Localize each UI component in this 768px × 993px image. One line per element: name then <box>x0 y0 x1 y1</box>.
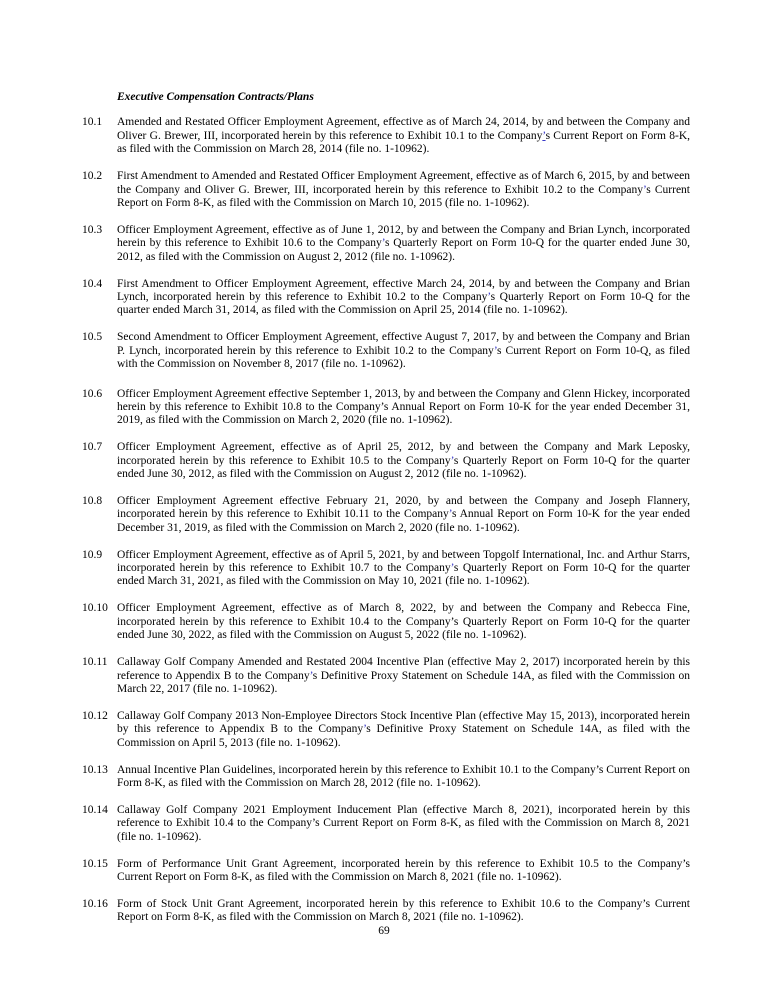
exhibit-number: 10.7 <box>82 441 103 454</box>
exhibit-text: Callaway Golf Company 2021 Employment Inducement Plan (effective March 8, 2021), incorporated herein by this reference to Exhibit 10.4 to the Company’s Current Report on Form 8-K, as filed with the Commission on March 8, 2021 (file no. 1-10962). <box>117 803 690 843</box>
exhibit-item <box>82 495 690 535</box>
exhibit-text: Officer Employment Agreement effective September 1, 2013, by and between the Company and Glenn Hickey, incorporated herein by this reference to Exhibit 10.8 to the Company’s Annual Report on Form 10-K for the year ended December 31, 2019, as filed with the Commission on March 2, 2020 (file no. 1-10962). <box>117 387 691 427</box>
inserted-apostrophe: ’ <box>381 237 385 250</box>
inserted-apostrophe: ’ <box>448 508 452 521</box>
exhibit-text: First Amendment to Amended and Restated Officer Employment Agreement, effective as of March 6, 2015, by and between the Company and Oliver G. Brewer, III, incorporated herein by this reference to Exhibit 10.2 to the Company’s Current Report on Form 8-K, as filed with the Commission on March 10, 2015 (file no. 1-10962). <box>117 170 691 209</box>
exhibit-item <box>82 804 690 844</box>
exhibit-number: 10.5 <box>82 331 103 344</box>
exhibit-item <box>82 858 690 885</box>
inserted-apostrophe: ’ <box>450 562 454 575</box>
inserted-apostrophe: ’ <box>643 183 647 196</box>
exhibit-item <box>82 549 690 589</box>
exhibit-item <box>82 764 690 791</box>
section-heading: Executive Compensation Contracts/Plans <box>117 91 314 103</box>
exhibit-text: Form of Stock Unit Grant Agreement, incorporated herein by this reference to Exhibit 10.6 to the Company’s Current Report on Form 8-K, as filed with the Commission on March 8, 2021 (file no. 1-10962). <box>117 897 690 924</box>
inserted-apostrophe: ’ <box>542 129 546 142</box>
exhibit-text: Callaway Golf Company 2013 Non-Employee Directors Stock Incentive Plan (effective May 15, 2013), incorporated herein by this reference to Appendix B to the Company’s Definitive Proxy Statement on Schedule 14A, as filed with the Commission on April 5, 2013 (file no. 1-10962). <box>117 709 690 749</box>
exhibit-number: 10.6 <box>82 387 103 400</box>
exhibit-text: Amended and Restated Officer Employment Agreement, effective as of March 24, 2014, by and between the Company and Oliver G. Brewer, III, incorporated herein by this reference to Exhibit 10.1 to the Company’s Current Report on Form 8-K, as filed with the Commission on March 28, 2014 (file no. 1-10962). <box>117 116 691 156</box>
exhibit-number: 10.10 <box>82 602 108 615</box>
inserted-apostrophe: ’ <box>487 290 491 303</box>
exhibit-text: Form of Performance Unit Grant Agreement, incorporated herein by this reference to Exhibit 10.5 to the Company’s Current Report on Form 8-K, as filed with the Commission on March 8, 2021 (file no. 1-10962). <box>117 857 690 883</box>
exhibit-text: Officer Employment Agreement, effective as of April 25, 2012, by and between the Company and Mark Leposky, incorporated herein by this reference to Exhibit 10.5 to the Company’s Quarterly Report on Form 10-Q for the quarter ended June 30, 2012, as filed with the Commission on August 2, 2012 (file no. 1-10962). <box>117 441 690 481</box>
exhibit-item <box>82 441 690 481</box>
exhibit-number: 10.9 <box>82 548 103 561</box>
exhibit-number: 10.4 <box>82 277 103 290</box>
exhibit-item <box>82 170 690 210</box>
exhibit-text: Annual Incentive Plan Guidelines, incorporated herein by this reference to Exhibit 10.1 to the Company’s Current Report on Form 8-K, as filed with the Commission on March 28, 2012 (file no. 1-10962). <box>117 763 690 789</box>
exhibit-item <box>82 116 690 156</box>
exhibit-number: 10.11 <box>82 656 108 669</box>
exhibit-text: Officer Employment Agreement effective February 21, 2020, by and between the Company and Joseph Flannery, incorporated herein by this reference to Exhibit 10.11 to the Company’s Annual Report on Form 10-K for the year ended December 31, 2019, as filed with the Commission on March 2, 2020 (file no. 1-10962). <box>117 494 690 534</box>
exhibit-number: 10.8 <box>82 494 103 507</box>
inserted-apostrophe: ’ <box>450 454 454 467</box>
exhibit-item <box>82 224 690 264</box>
exhibit-number: 10.2 <box>82 170 103 183</box>
exhibit-number: 10.3 <box>82 223 103 236</box>
exhibit-item <box>82 331 690 371</box>
exhibit-number: 10.16 <box>82 897 108 910</box>
exhibit-text: Second Amendment to Officer Employment Agreement, effective August 7, 2017, by and between the Company and Brian P. Lynch, incorporated herein by this reference to Exhibit 10.2 to the Company’s Current Report on Form 10-Q, as filed with the Commission on November 8, 2017 (file no. 1-10962). <box>117 331 690 371</box>
exhibit-item <box>82 656 690 696</box>
exhibit-number: 10.14 <box>82 803 108 816</box>
inserted-apostrophe: ’ <box>309 669 313 682</box>
page-number: 69 <box>378 925 390 937</box>
exhibit-item <box>82 710 690 750</box>
inserted-apostrophe: ’ <box>363 723 367 736</box>
exhibit-text: Callaway Golf Company Amended and Restated 2004 Incentive Plan (effective May 2, 2017) incorporated herein by this reference to Appendix B to the Company’s Definitive Proxy Statement on Schedule 14A, as filed with the Commission on March 22, 2017 (file no. 1-10962). <box>117 656 690 695</box>
exhibit-item <box>82 898 690 925</box>
exhibit-number: 10.1 <box>82 116 103 129</box>
inserted-apostrophe: ’ <box>493 344 498 357</box>
exhibit-text: Officer Employment Agreement, effective as of June 1, 2012, by and between the Company and Brian Lynch, incorporated herein by this reference to Exhibit 10.6 to the Company’s Quarterly Report on Form 10-Q for the quarter ended June 30, 2012, as filed with the Commission on August 2, 2012 (file no. 1-10962). <box>117 223 690 263</box>
document-content <box>82 91 690 938</box>
exhibit-list <box>82 116 690 924</box>
exhibit-text: Officer Employment Agreement, effective as of April 5, 2021, by and between Topgolf International, Inc. and Arthur Starrs, incorporated herein by this reference to Exhibit 10.7 to the Company’s Quarterly Report on Form 10-Q for the quarter ended March 31, 2021, as filed with the Commission on May 10, 2021 (file no. 1-10962). <box>117 548 690 588</box>
exhibit-number: 10.12 <box>82 709 108 722</box>
exhibit-number: 10.13 <box>82 763 108 776</box>
exhibit-text: First Amendment to Officer Employment Agreement, effective March 24, 2014, by and between the Company and Brian Lynch, incorporated herein by this reference to Exhibit 10.2 to the Company’s Quarterly Report on Form 10-Q for the quarter ended March 31, 2014, as filed with the Commission on April 25, 2014 (file no. 1-10962). <box>117 277 690 317</box>
exhibit-item <box>82 278 690 318</box>
exhibit-item <box>82 602 690 642</box>
exhibit-number: 10.15 <box>82 857 108 870</box>
exhibit-item <box>82 388 690 428</box>
exhibit-text: Officer Employment Agreement, effective as of March 8, 2022, by and between the Company and Rebecca Fine, incorporated herein by this reference to Exhibit 10.4 to the Company’s Quarterly Report on Form 10-Q for the quarter ended June 30, 2022, as filed with the Commission on August 5, 2022 (file no. 1-10962). <box>117 602 690 642</box>
